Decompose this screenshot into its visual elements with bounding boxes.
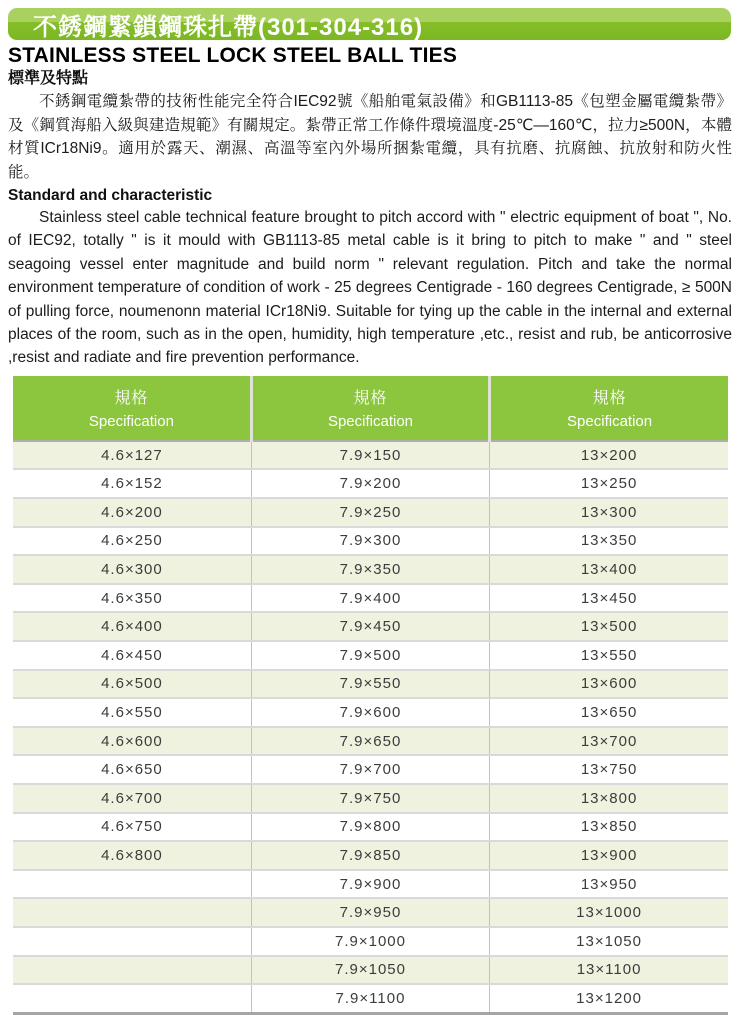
table-row — [13, 527, 728, 556]
spec-cell: 7.9×750 — [251, 784, 489, 813]
spec-cell — [13, 927, 251, 956]
spec-cell: 4.6×700 — [13, 784, 251, 813]
spec-cell: 13×950 — [490, 870, 728, 899]
spec-cell: 13×300 — [490, 498, 728, 527]
spec-cell: 4.6×650 — [13, 755, 251, 784]
header-label-en: Specification — [327, 413, 414, 431]
spec-cell: 13×650 — [490, 698, 728, 727]
spec-cell: 4.6×550 — [13, 698, 251, 727]
spec-cell: 7.9×350 — [251, 555, 489, 584]
spec-cell: 7.9×1100 — [251, 984, 489, 1013]
spec-cell: 4.6×600 — [13, 727, 251, 756]
table-row — [13, 641, 728, 670]
spec-cell: 7.9×1000 — [251, 927, 489, 956]
spec-cell: 7.9×600 — [251, 698, 489, 727]
spec-cell: 13×1050 — [490, 927, 728, 956]
spec-cell: 7.9×450 — [251, 612, 489, 641]
spec-cell — [13, 870, 251, 899]
header-label-zh: 規格 — [592, 390, 627, 408]
table-row — [13, 555, 728, 584]
spec-cell: 7.9×550 — [251, 670, 489, 699]
spec-cell: 7.9×1050 — [251, 956, 489, 985]
spec-cell: 4.6×200 — [13, 498, 251, 527]
spec-cell: 13×400 — [490, 555, 728, 584]
table-row — [13, 469, 728, 498]
spec-cell: 7.9×400 — [251, 584, 489, 613]
spec-cell: 7.9×150 — [251, 441, 489, 470]
spec-cell: 13×500 — [490, 612, 728, 641]
spec-cell: 4.6×152 — [13, 469, 251, 498]
spec-cell: 4.6×250 — [13, 527, 251, 556]
header-label-zh: 規格 — [114, 390, 149, 408]
spec-cell: 4.6×127 — [13, 441, 251, 470]
catalog-page — [0, 8, 740, 1007]
table-row — [13, 813, 728, 842]
table-row — [13, 984, 728, 1013]
table-row — [13, 441, 728, 470]
table-row — [13, 727, 728, 756]
spec-cell: 7.9×700 — [251, 755, 489, 784]
table-row — [13, 784, 728, 813]
spec-cell: 4.6×500 — [13, 670, 251, 699]
spec-cell: 4.6×350 — [13, 584, 251, 613]
table-row — [13, 898, 728, 927]
spec-cell: 4.6×800 — [13, 841, 251, 870]
spec-cell: 13×250 — [490, 469, 728, 498]
paragraph-en: Stainless steel cable technical feature brought to pitch accord with " electric equipment of boat ", No. of IEC92, totally " is it mould with GB1113-85 metal cable is it bring to pitch to make " and " steel seagoing vessel enter magnitude and build norm " relevant regulation. Pitch and take the normal environment temperature of condition of work - 25 degrees Centigrade - 160 degrees Centigrade, ≥ 500N of pulling force, noumenonn material ICr18Ni9. Suitable for tying up the cable in the internal and external places of the room, such as in the open, humidity, high temperature ,etc., resist and rub, be anticorrosive ,resist and radiate and fire prevention performance. — [8, 209, 732, 367]
title-banner — [8, 8, 731, 40]
spec-table-body — [13, 441, 728, 1013]
spec-table-head — [13, 376, 728, 441]
spec-header-cell-3 — [490, 376, 728, 441]
spec-cell: 13×900 — [490, 841, 728, 870]
spec-cell: 7.9×250 — [251, 498, 489, 527]
spec-cell: 7.9×650 — [251, 727, 489, 756]
spec-cell: 13×800 — [490, 784, 728, 813]
header-label-en: Specification — [88, 413, 174, 431]
spec-cell: 13×1200 — [490, 984, 728, 1013]
spec-cell: 4.6×400 — [13, 612, 251, 641]
table-row — [13, 841, 728, 870]
table-row — [13, 870, 728, 899]
spec-table — [13, 376, 728, 1015]
spec-cell: 7.9×300 — [251, 527, 489, 556]
spec-cell: 13×750 — [490, 755, 728, 784]
spec-cell: 13×450 — [490, 584, 728, 613]
paragraph-zh: 不銹鋼電纜紮帶的技術性能完全符合IEC92號《船舶電氣設備》和GB1113-85《包塑金屬電纜紮帶》及《鋼質海船入級與建造規範》有關規定。紮帶正常工作條件環境溫度-25℃—160℃，拉力≥500N，本體材質ICr18Ni9。適用於露天、潮濕、高溫等室內外場所捆紮電纜，具有抗磨、抗腐蝕、抗放射和防火性能。 — [8, 93, 732, 181]
spec-cell: 13×600 — [490, 670, 728, 699]
spec-cell — [13, 898, 251, 927]
table-row — [13, 927, 728, 956]
spec-cell — [13, 984, 251, 1013]
table-row — [13, 698, 728, 727]
table-row — [13, 584, 728, 613]
spec-cell: 13×1000 — [490, 898, 728, 927]
table-row — [13, 612, 728, 641]
spec-cell: 4.6×300 — [13, 555, 251, 584]
spec-cell: 13×550 — [490, 641, 728, 670]
table-row — [13, 956, 728, 985]
banner-title: 不銹鋼緊鎖鋼珠扎帶(301-304-316) — [33, 13, 424, 41]
spec-header-cell-1 — [13, 376, 251, 441]
section-heading-en: Standard and characteristic — [8, 187, 213, 204]
page-title: STAINLESS STEEL LOCK STEEL BALL TIES — [8, 44, 458, 67]
table-header-row — [13, 376, 728, 441]
spec-cell: 7.9×200 — [251, 469, 489, 498]
spec-cell: 13×200 — [490, 441, 728, 470]
spec-cell: 13×1100 — [490, 956, 728, 985]
header-label-en: Specification — [567, 413, 653, 431]
spec-cell: 7.9×850 — [251, 841, 489, 870]
spec-header-cell-2 — [251, 376, 489, 441]
spec-cell: 7.9×950 — [251, 898, 489, 927]
section-heading-zh: 標準及特點 — [8, 70, 89, 87]
spec-cell: 13×700 — [490, 727, 728, 756]
spec-cell: 7.9×800 — [251, 813, 489, 842]
spec-cell: 4.6×750 — [13, 813, 251, 842]
spec-cell: 7.9×500 — [251, 641, 489, 670]
spec-cell: 13×350 — [490, 527, 728, 556]
spec-cell: 4.6×450 — [13, 641, 251, 670]
table-row — [13, 755, 728, 784]
header-label-zh: 規格 — [353, 390, 388, 408]
spec-cell: 13×850 — [490, 813, 728, 842]
spec-cell: 7.9×900 — [251, 870, 489, 899]
table-row — [13, 498, 728, 527]
table-row — [13, 670, 728, 699]
spec-cell — [13, 956, 251, 985]
